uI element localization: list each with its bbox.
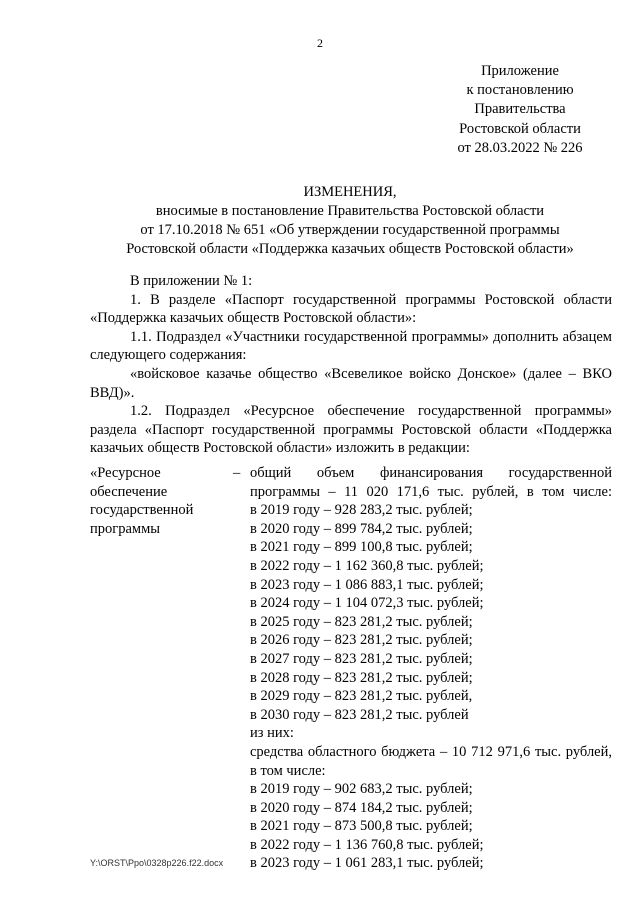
of-them-label: из них: xyxy=(250,725,294,742)
appendix-block xyxy=(440,62,600,158)
file-path-footer: Y:\ORST\Ppo\0328p226.f22.docx xyxy=(90,858,224,868)
paragraph-1-2: 1.2. Подраздел «Ресурсное обеспечение государственной программы» раздела «Паспорт государственной программы Ростовской области «Поддержка казачьих обществ Ростовской области» изложить в редакции: xyxy=(90,403,612,457)
title-line: от 17.10.2018 № 651 «Об утверждении государственной программы xyxy=(140,222,560,238)
appendix-line: от 28.03.2022 № 226 xyxy=(457,139,583,156)
year-total-line: в 2028 году – 823 281,2 тыс. рублей; xyxy=(250,669,473,686)
year-total-line: в 2026 году – 823 281,2 тыс. рублей; xyxy=(250,632,473,649)
paragraph-1-1: 1.1. Подраздел «Участники государственной программы» дополнить абзацем следующего содержания: xyxy=(90,328,612,364)
year-regional-line: в 2021 году – 873 500,8 тыс. рублей; xyxy=(250,818,473,835)
appendix-line: Приложение xyxy=(481,63,559,79)
year-regional-line: в 2023 году – 1 061 283,1 тыс. рублей; xyxy=(250,855,484,872)
year-regional-line: в 2020 году – 874 184,2 тыс. рублей; xyxy=(250,799,473,816)
document-title xyxy=(88,183,612,259)
title-line: Ростовской области «Поддержка казачьих обществ Ростовской области» xyxy=(126,241,574,257)
year-total-line: в 2024 году – 1 104 072,3 тыс. рублей; xyxy=(250,595,484,612)
resource-list xyxy=(250,464,612,873)
year-total-line: в 2029 году – 823 281,2 тыс. рублей, xyxy=(250,688,473,705)
regional-budget-line: средства областного бюджета – 10 712 971,6 тыс. рублей, xyxy=(250,743,612,760)
resource-dash: – xyxy=(233,465,241,481)
year-total-line: в 2021 году – 899 100,8 тыс. рублей; xyxy=(250,539,473,556)
year-total-line: в 2023 году – 1 086 883,1 тыс. рублей; xyxy=(250,576,484,593)
year-total-line: в 2027 году – 823 281,2 тыс. рублей; xyxy=(250,650,473,667)
body-text xyxy=(90,272,612,458)
paragraph-1-1-quote: «войсковое казачье общество «Всевеликое войско Донское» (далее – ВКО ВВД)». xyxy=(90,365,612,401)
title-heading: ИЗМЕНЕНИЯ, xyxy=(303,184,397,200)
title-line: вносимые в постановление Правительства Ростовской области xyxy=(155,203,545,219)
appendix-line: Ростовской области xyxy=(459,120,581,137)
year-total-line: в 2022 году – 1 162 360,8 тыс. рублей; xyxy=(250,557,484,574)
year-total-line: в 2030 году – 823 281,2 тыс. рублей xyxy=(250,706,469,723)
year-total-line: в 2019 году – 928 283,2 тыс. рублей; xyxy=(250,502,473,519)
year-total-line: в 2025 году – 823 281,2 тыс. рублей; xyxy=(250,613,473,630)
year-regional-line: в 2019 году – 902 683,2 тыс. рублей; xyxy=(250,781,473,798)
page-number: 2 xyxy=(317,36,323,50)
in-total-label: в том числе: xyxy=(250,762,326,779)
paragraph-1: 1. В разделе «Паспорт государственной программы Ростовской области «Поддержка казачьих обществ Ростовской области»: xyxy=(90,291,612,327)
total-funding: общий объем финансирования государственной программы – 11 020 171,6 тыс. рублей, в том числе: xyxy=(250,465,612,500)
appendix-line: к постановлению xyxy=(466,82,574,99)
year-total-line: в 2020 году – 899 784,2 тыс. рублей; xyxy=(250,520,473,537)
resource-label: «Ресурсное обеспечение государственной программы xyxy=(90,465,194,537)
year-regional-line: в 2022 году – 1 136 760,8 тыс. рублей; xyxy=(250,836,484,853)
intro-paragraph: В приложении № 1: xyxy=(130,273,253,289)
appendix-line: Правительства xyxy=(474,101,566,118)
